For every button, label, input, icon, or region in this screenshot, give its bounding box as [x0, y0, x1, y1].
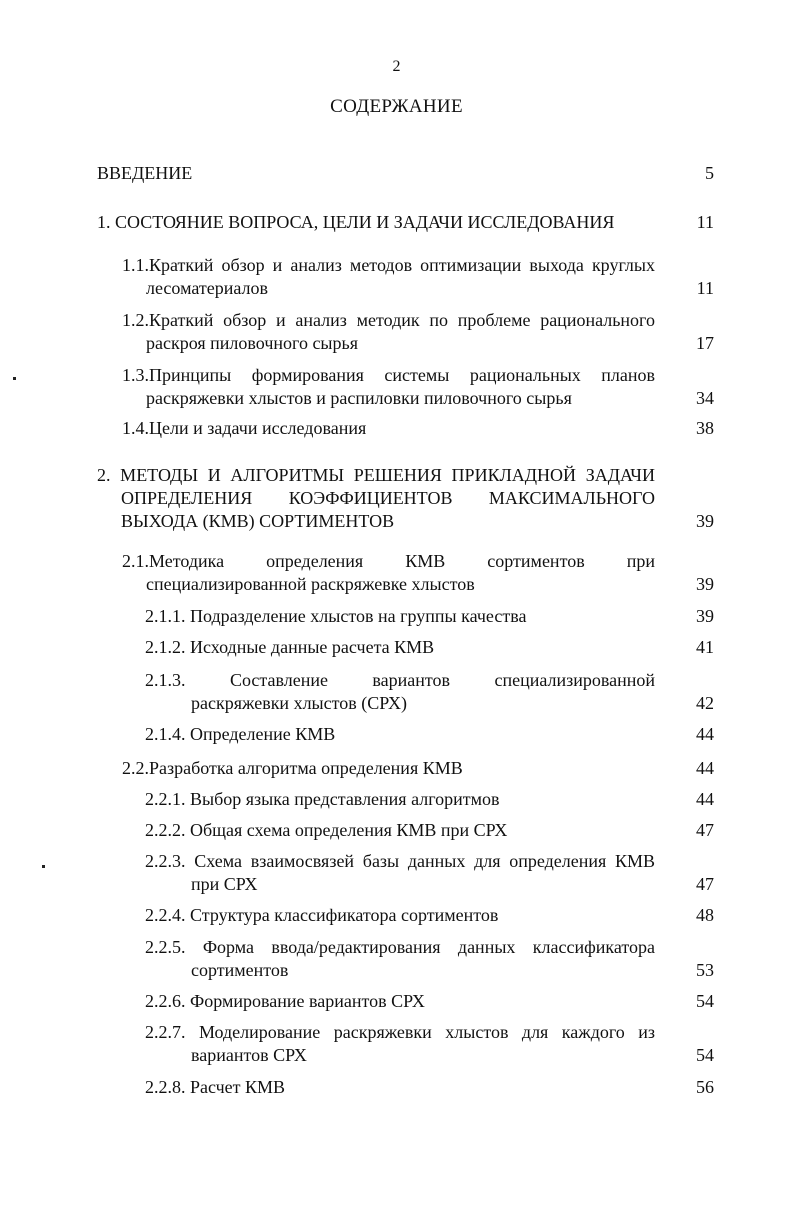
- toc-page-number: 42: [696, 693, 714, 713]
- toc-entry-title-continued: вариантов СРХ: [191, 1045, 307, 1065]
- toc-entry-title: 1.4.Цели и задачи исследования: [122, 418, 367, 438]
- toc-page-number: 11: [696, 212, 714, 232]
- toc-entry-title-continued: лесоматериалов: [146, 278, 268, 298]
- toc-entry-title-continued: ОПРЕДЕЛЕНИЯ КОЭФФИЦИЕНТОВ МАКСИМАЛЬНОГО: [121, 488, 655, 508]
- toc-page-number: 44: [696, 724, 714, 744]
- toc-entry-title-continued: ВЫХОДА (КМВ) СОРТИМЕНТОВ: [121, 511, 395, 531]
- toc-entry-title-continued: специализированной раскряжевке хлыстов: [146, 574, 475, 594]
- scan-speck: [42, 865, 45, 868]
- page-title: СОДЕРЖАНИЕ: [330, 96, 463, 117]
- toc-entry-title: 2.1.4. Определение КМВ: [145, 724, 336, 744]
- toc-page-number: 34: [696, 388, 714, 408]
- toc-page-number: 39: [696, 606, 714, 626]
- toc-page-number: 38: [696, 418, 714, 438]
- toc-page-number: 48: [696, 905, 714, 925]
- toc-entry-title: 2.2.6. Формирование вариантов СРХ: [145, 991, 425, 1011]
- toc-page-number: 39: [696, 511, 714, 531]
- toc-page-number: 47: [696, 820, 714, 840]
- toc-entry-title: 1. СОСТОЯНИЕ ВОПРОСА, ЦЕЛИ И ЗАДАЧИ ИССЛЕДОВАНИЯ: [97, 212, 615, 232]
- toc-entry-title: 2.2.3. Схема взаимосвязей базы данных для определения КМВ: [145, 851, 655, 871]
- toc-page-number: 54: [696, 991, 714, 1011]
- toc-entry-title-continued: раскряжевки хлыстов и распиловки пиловочного сырья: [146, 388, 572, 408]
- toc-page-number: 47: [696, 874, 714, 894]
- toc-page-number: 56: [696, 1077, 714, 1097]
- toc-entry-title: 2.1.Методика определения КМВ сортиментов при: [122, 551, 655, 571]
- toc-entry-title: 2.2.Разработка алгоритма определения КМВ: [122, 758, 463, 778]
- toc-page-number: 54: [696, 1045, 714, 1065]
- toc-entry-title-continued: при СРХ: [191, 874, 258, 894]
- toc-entry-title: 2.2.5. Форма ввода/редактирования данных классификатора: [145, 937, 655, 957]
- toc-page-number: 44: [696, 758, 714, 778]
- toc-entry-title: 2.2.8. Расчет КМВ: [145, 1077, 286, 1097]
- toc-page-number: 11: [696, 278, 714, 298]
- toc-entry-title: 1.1.Краткий обзор и анализ методов оптимизации выхода круглых: [122, 255, 655, 275]
- toc-entry-title: 2. МЕТОДЫ И АЛГОРИТМЫ РЕШЕНИЯ ПРИКЛАДНОЙ ЗАДАЧИ: [97, 465, 655, 485]
- toc-page-number: 17: [696, 333, 714, 353]
- toc-page-number: 5: [705, 163, 714, 183]
- toc-entry-title-continued: раскроя пиловочного сырья: [146, 333, 359, 353]
- toc-entry-title: 2.1.2. Исходные данные расчета КМВ: [145, 637, 435, 657]
- toc-entry-title: 2.1.1. Подразделение хлыстов на группы качества: [145, 606, 527, 626]
- toc-entry-title: 2.2.2. Общая схема определения КМВ при СРХ: [145, 820, 508, 840]
- toc-entry-title: ВВЕДЕНИЕ: [97, 163, 193, 183]
- toc-page-number: 39: [696, 574, 714, 594]
- toc-page-number: 41: [696, 637, 714, 657]
- toc-entry-title-continued: раскряжевки хлыстов (СРХ): [191, 693, 407, 713]
- scan-speck: [13, 377, 16, 380]
- toc-entry-title: 2.2.1. Выбор языка представления алгоритмов: [145, 789, 500, 809]
- toc-entry-title: 1.3.Принципы формирования системы рациональных планов: [122, 365, 655, 385]
- toc-page-number: 44: [696, 789, 714, 809]
- toc-page-number: 53: [696, 960, 714, 980]
- toc-entry-title: 2.1.3. Составление вариантов специализированной: [145, 670, 655, 690]
- toc-entry-title: 1.2.Краткий обзор и анализ методик по проблеме рационального: [122, 310, 655, 330]
- page-number: 2: [392, 58, 401, 75]
- toc-entry-title-continued: сортиментов: [191, 960, 289, 980]
- toc-entry-title: 2.2.4. Структура классификатора сортиментов: [145, 905, 499, 925]
- toc-entry-title: 2.2.7. Моделирование раскряжевки хлыстов для каждого из: [145, 1022, 655, 1042]
